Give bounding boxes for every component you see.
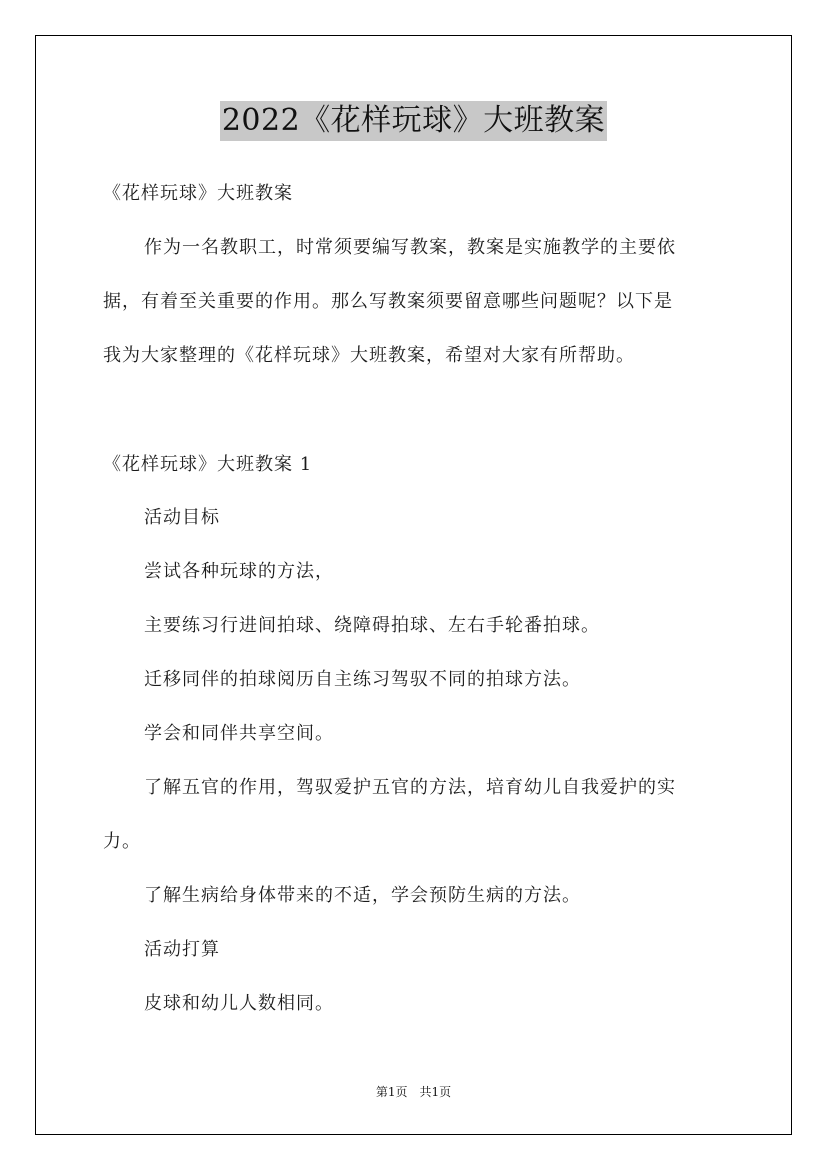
body-line-goal-heading: 活动目标 — [144, 507, 220, 528]
body-line-10: 皮球和幼儿人数相同。 — [144, 993, 334, 1014]
body-line-prep-heading: 活动打算 — [144, 939, 220, 960]
body-line-4: 迁移同伴的拍球阅历自主练习驾驭不同的拍球方法。 — [144, 669, 581, 690]
page-footer — [0, 1083, 827, 1101]
intro-line-3: 我为大家整理的《花样玩球》大班教案，希望对大家有所帮助。 — [103, 345, 635, 366]
title-container — [0, 101, 827, 141]
document-title: 2022《花样玩球》大班教案 — [220, 101, 607, 141]
page-total: 共1页 — [419, 1085, 452, 1099]
document-subtitle: 《花样玩球》大班教案 — [103, 183, 293, 204]
intro-line-1: 作为一名教职工，时常须要编写教案，教案是实施教学的主要依 — [144, 237, 676, 258]
section-heading: 《花样玩球》大班教案 1 — [103, 454, 313, 475]
body-line-6: 了解五官的作用，驾驭爱护五官的方法，培育幼儿自我爱护的实 — [144, 777, 676, 798]
body-line-5: 学会和同伴共享空间。 — [144, 723, 334, 744]
body-line-7: 力。 — [103, 831, 141, 852]
body-line-2: 尝试各种玩球的方法， — [144, 561, 334, 582]
body-line-3: 主要练习行进间拍球、绕障碍拍球、左右手轮番拍球。 — [144, 615, 600, 636]
intro-line-2: 据，有着至关重要的作用。那么写教案须要留意哪些问题呢？以下是 — [103, 291, 673, 312]
body-line-8: 了解生病给身体带来的不适，学会预防生病的方法。 — [144, 885, 581, 906]
page-number: 第1页 — [375, 1085, 408, 1099]
